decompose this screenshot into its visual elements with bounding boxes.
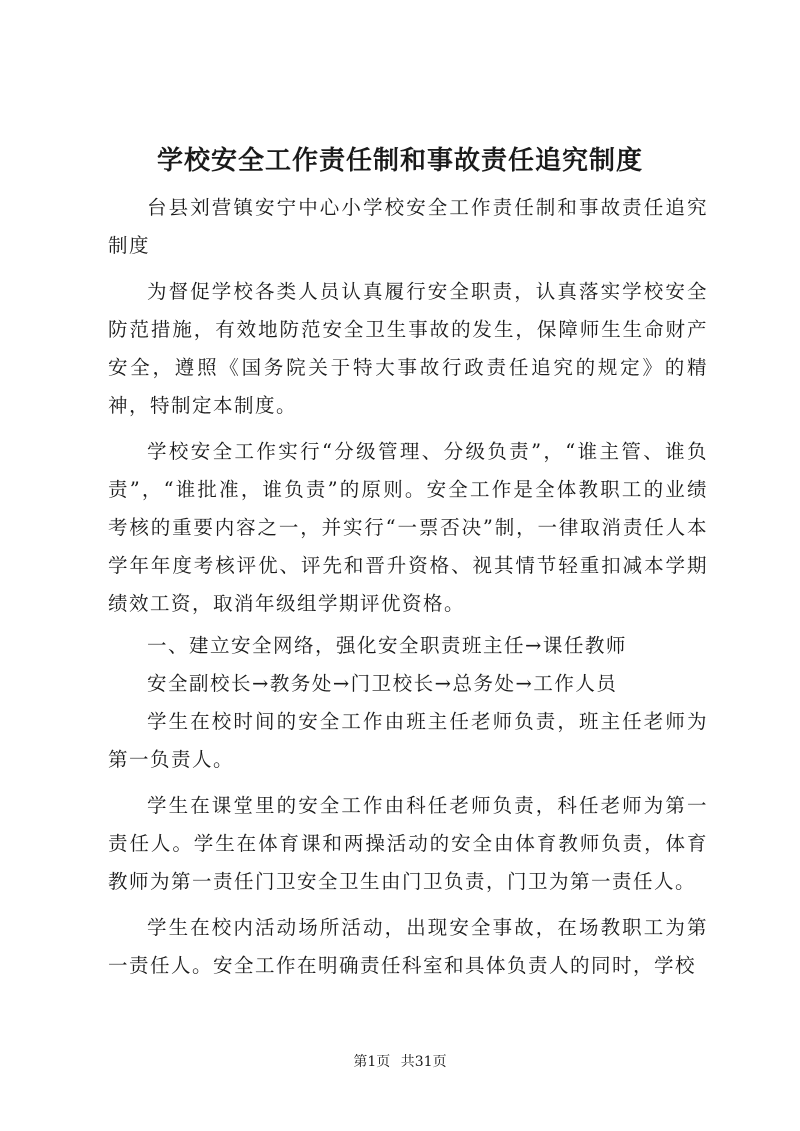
page-footer xyxy=(0,1052,800,1072)
paragraph-class-teacher: 学生在校时间的安全工作由班主任老师负责，班主任老师为第一负责人。 xyxy=(108,710,708,771)
paragraph-purpose: 为督促学校各类人员认真履行安全职责，认真落实学校安全防范措施，有效地防范安全卫生事故的发生，保障师生生命财产安全，遵照《国务院关于特大事故行政责任追究的规定》的精神，特制定本制度。 xyxy=(108,280,708,417)
page-total: 共31页 xyxy=(400,1054,447,1070)
page-number: 第1页 xyxy=(353,1054,391,1070)
paragraph-subject-teacher: 学生在课堂里的安全工作由科任老师负责，科任老师为第一责任人。学生在体育课和两操活动的安全由体育教师负责，体育教师为第一责任门卫安全卫生由门卫负责，门卫为第一责任人。 xyxy=(108,794,708,893)
paragraph-activity-venue: 学生在校内活动场所活动，出现安全事故，在场教职工为第一责任人。安全工作在明确责任科室和具体负责人的同时，学校 xyxy=(108,916,708,977)
paragraph-section-one-heading: 一、建立安全网络，强化安全职责班主任→课任教师 xyxy=(147,634,627,657)
paragraph-principles: 学校安全工作实行“分级管理、分级负责”，“谁主管、谁负责”，“谁批准，谁负责”的原则。安全工作是全体教职工的业绩考核的重要内容之一，并实行“一票否决”制，一律取消责任人本学年年度考核评优、评先和晋升资格、视其情节轻重扣减本学期绩效工资，取消年级组学期评优资格。 xyxy=(108,440,708,615)
page-title: 学校安全工作责任制和事故责任追究制度 xyxy=(156,146,643,176)
paragraph-school-name: 台县刘营镇安宁中心小学校安全工作责任制和事故责任追究制度 xyxy=(108,196,708,257)
document-body xyxy=(108,189,708,985)
paragraph-network-chain: 安全副校长→教务处→门卫校长→总务处→工作人员 xyxy=(147,672,618,695)
